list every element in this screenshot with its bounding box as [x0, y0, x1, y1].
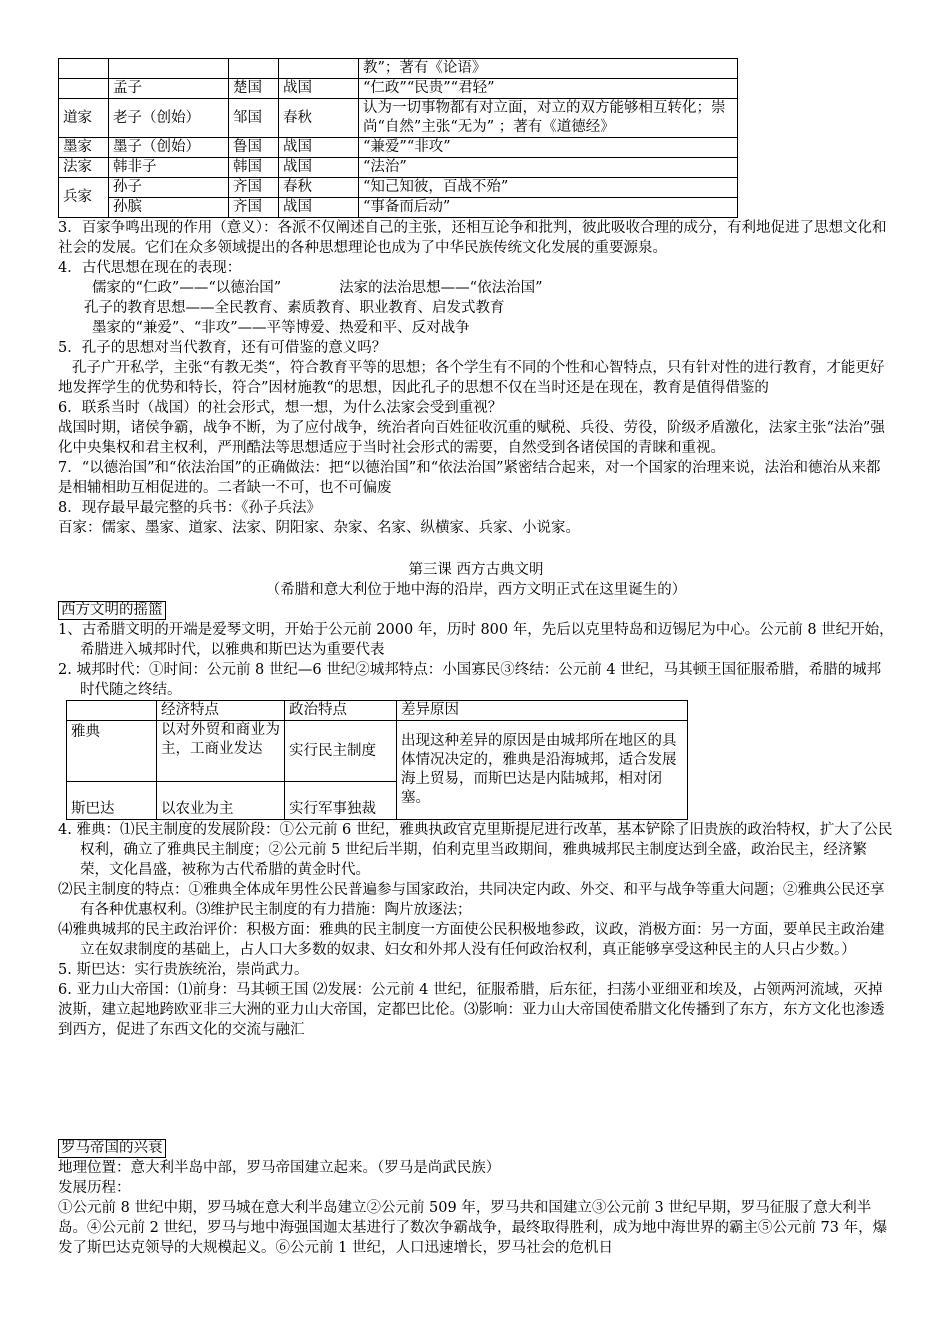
cell-politics: 实行军事独裁	[285, 782, 397, 820]
cell-politics: 实行民主制度	[285, 721, 397, 782]
cell-school	[59, 59, 109, 79]
schools-table	[58, 58, 738, 218]
cell-content: “法治”	[359, 158, 738, 178]
paragraph: 战国时期，诸侯争霸，战争不断，为了应付战争，统治者向百姓征收沉重的赋税、兵役、劳役，阶级矛盾激化，法家主张“法治”强化中央集权和君主权利，严刑酷法等思想适应于当时社会形式的需要，自然受到各诸侯国的青睐和重视。	[58, 420, 885, 456]
city-states-table	[66, 700, 688, 820]
cell-person: 孙子	[109, 178, 229, 198]
paragraph: 1、古希腊文明的开端是爱琴文明，开始于公元前 2000 年，历时 800 年，先后以克里特岛和迈锡尼为中心。公元前 8 世纪开始，希腊进入城邦时代，以雅典和斯巴达为重要代表	[58, 622, 894, 658]
table-row	[59, 178, 738, 198]
cell-state: 齐国	[229, 178, 279, 198]
cell-state: 邹国	[229, 99, 279, 138]
cell-era: 春秋	[279, 99, 359, 138]
cell-city: 斯巴达	[67, 782, 157, 820]
cell-school	[59, 79, 109, 99]
lesson-subtitle: （希腊和意大利位于地中海的沿岸，西方文明正式在这里诞生的）	[265, 582, 687, 598]
cell-person: 老子（创始）	[109, 99, 229, 138]
cell-person	[109, 59, 229, 79]
cell-state: 齐国	[229, 198, 279, 218]
cell-economy: 以对外贸和商业为主，工商业发达	[157, 721, 285, 782]
paragraph: 8．现存最早最完整的兵书：《孙子兵法》	[58, 500, 321, 516]
paragraph: 4. 雅典：⑴民主制度的发展阶段：①公元前 6 世纪，雅典执政官克里斯提尼进行改革，基本铲除了旧贵族的政治特权，扩大了公民权利，确立了雅典民主制度；②公元前 5 世纪后半期，伯利克里当政期间，雅典城邦民主制度达到全盛，政治民主，经济繁荣，文化昌盛，被称为古代希腊的黄金时代。	[58, 822, 893, 878]
header-cell	[67, 701, 157, 721]
cell-school: 兵家	[59, 178, 109, 218]
cell-era	[279, 59, 359, 79]
paragraph: 3．百家争鸣出现的作用（意义）：各派不仅阐述自己的主张，还相互论争和批判，彼此吸收合理的成分，有利地促进了思想文化和社会的发展。它们在众多领域提出的各种思想理论也成为了中华民族传统文化发展的重要源泉。	[58, 220, 887, 256]
cell-era: 战国	[279, 79, 359, 99]
section-heading	[58, 1138, 894, 1158]
cell-era: 战国	[279, 138, 359, 158]
section-title: 罗马帝国的兴衰	[58, 1139, 166, 1158]
table-row	[59, 99, 738, 138]
cell-reason: 出现这种差异的原因是由城邦所在地区的具体情况决定的，雅典是沿海城邦，适合发展海上贸易，而斯巴达是内陆城邦，相对闭塞。	[397, 721, 688, 820]
cell-content: “事备而后动”	[359, 198, 738, 218]
document-page	[58, 58, 894, 1258]
cell-content: “仁政”“民贵”“君轻”	[359, 79, 738, 99]
cell-person: 孟子	[109, 79, 229, 99]
cell-person: 孙膑	[109, 198, 229, 218]
cell-school: 法家	[59, 158, 109, 178]
table-row	[59, 158, 738, 178]
table-row	[59, 138, 738, 158]
paragraph: ⑵民主制度的特点：①雅典全体成年男性公民普遍参与国家政治，共同决定内政、外交、和平与战争等重大问题；②雅典公民还享有各种优惠权利。⑶维护民主制度的有力措施：陶片放逐法；	[58, 882, 885, 918]
cell-state: 鲁国	[229, 138, 279, 158]
table-row	[59, 79, 738, 99]
table-row	[67, 721, 688, 782]
cell-content: 认为一切事物都有对立面，对立的双方能够相互转化；崇尚“自然”主张“无为” ；著有《道德经》	[359, 99, 738, 138]
table-row	[59, 198, 738, 218]
paragraph: 孔子的教育思想——全民教育、素质教育、职业教育、启发式教育	[84, 300, 505, 316]
cell-era: 春秋	[279, 178, 359, 198]
cell-state	[229, 59, 279, 79]
paragraph: 4．古代思想在现在的表现：	[58, 260, 242, 276]
text-line: 儒家的“仁政”——“以德治国”	[92, 280, 282, 296]
paragraph	[58, 278, 894, 298]
cell-city: 雅典	[67, 721, 157, 782]
cell-era: 战国	[279, 158, 359, 178]
text-line: 法家的法治思想——“依法治国”	[339, 280, 543, 296]
header-cell: 政治特点	[285, 701, 397, 721]
cell-person: 墨子（创始）	[109, 138, 229, 158]
header-cell: 差异原因	[397, 701, 688, 721]
cell-person: 韩非子	[109, 158, 229, 178]
paragraph: ⑷雅典城邦的民主政治评价：积极方面：雅典的民主制度一方面使公民积极地参政，议政，消极方面：另一方面，要单民主政治建立在奴隶制度的基础上，占人口大多数的奴隶、妇女和外邦人没有任何政治权利，真正能够享受这种民主的人只占少数。）	[58, 922, 885, 958]
paragraph: 6. 亚力山大帝国：⑴前身：马其顿王国 ⑵发展：公元前 4 世纪，征服希腊，后东征，扫荡小亚细亚和埃及，占领两河流域，灭掉波斯，建立起地跨欧亚非三大洲的亚力山大帝国，定都巴比伦。⑶影响：亚力山大帝国使希腊文化传播到了东方，东方文化也渗透到西方，促进了东西文化的交流与融汇	[58, 982, 885, 1038]
paragraph: 发展历程：	[58, 1180, 131, 1196]
paragraph: 5. 斯巴达：实行贵族统治，崇尚武力。	[58, 962, 309, 978]
paragraph: 墨家的“兼爱”、“非攻”——平等博爱、热爱和平、反对战争	[92, 320, 470, 336]
table-header-row	[67, 701, 688, 721]
paragraph: 5．孔子的思想对当代教育，还有可借鉴的意义吗？	[58, 340, 387, 356]
cell-content: 教”；著有《论语》	[359, 59, 738, 79]
paragraph: 百家：儒家、墨家、道家、法家、阴阳家、杂家、名家、纵横家、兵家、小说家。	[58, 520, 580, 536]
cell-state: 楚国	[229, 79, 279, 99]
header-cell: 经济特点	[157, 701, 285, 721]
paragraph: 地理位置：意大利半岛中部，罗马帝国建立起来。（罗马是尚武民族）	[58, 1160, 501, 1176]
paragraph: 2. 城邦时代：①时间：公元前 8 世纪—6 世纪②城邦特点：小国寡民③终结：公元前 4 世纪，马其顿王国征服希腊，希腊的城邦时代随之终结。	[58, 662, 882, 698]
cell-school: 道家	[59, 99, 109, 138]
section-heading	[58, 600, 894, 620]
cell-economy: 以农业为主	[157, 782, 285, 820]
section-title: 西方文明的摇篮	[58, 601, 166, 620]
cell-school: 墨家	[59, 138, 109, 158]
table-row	[59, 59, 738, 79]
paragraph: ①公元前 8 世纪中期，罗马城在意大利半岛建立②公元前 509 年，罗马共和国建立③公元前 3 世纪早期，罗马征服了意大利半岛。④公元前 2 世纪，罗马与地中海强国迦太基进行了数次争霸战争，最终取得胜利，成为地中海世界的霸主⑤公元前 73 年，爆发了斯巴达克领导的大规模起义。⑥公元前 1 世纪，人口迅速增长，罗马社会的危机日	[58, 1200, 888, 1256]
cell-state: 韩国	[229, 158, 279, 178]
cell-era: 战国	[279, 198, 359, 218]
paragraph: 7．“以德治国”和“依法治国”的正确做法：把“以德治国”和“依法治国”紧密结合起来，对一个国家的治理来说，法治和德治从来都是相辅相助互相促进的。二者缺一不可，也不可偏废	[58, 460, 881, 496]
paragraph: 6．联系当时（战国）的社会形式，想一想，为什么法家会受到重视？	[58, 400, 503, 416]
lesson-title: 第三课 西方古典文明	[408, 562, 544, 578]
cell-content: “知己知彼，百战不殆”	[359, 178, 738, 198]
paragraph: 孔子广开私学，主张“有教无类“，符合教育平等的思想；各个学生有不同的个性和心智特点，只有针对性的进行教育，才能更好地发挥学生的优势和特长，符合”因材施教“的思想，因此孔子的思想不仅在当时还是在现在，教育是值得借鉴的	[58, 360, 885, 396]
cell-content: “兼爱”“非攻”	[359, 138, 738, 158]
